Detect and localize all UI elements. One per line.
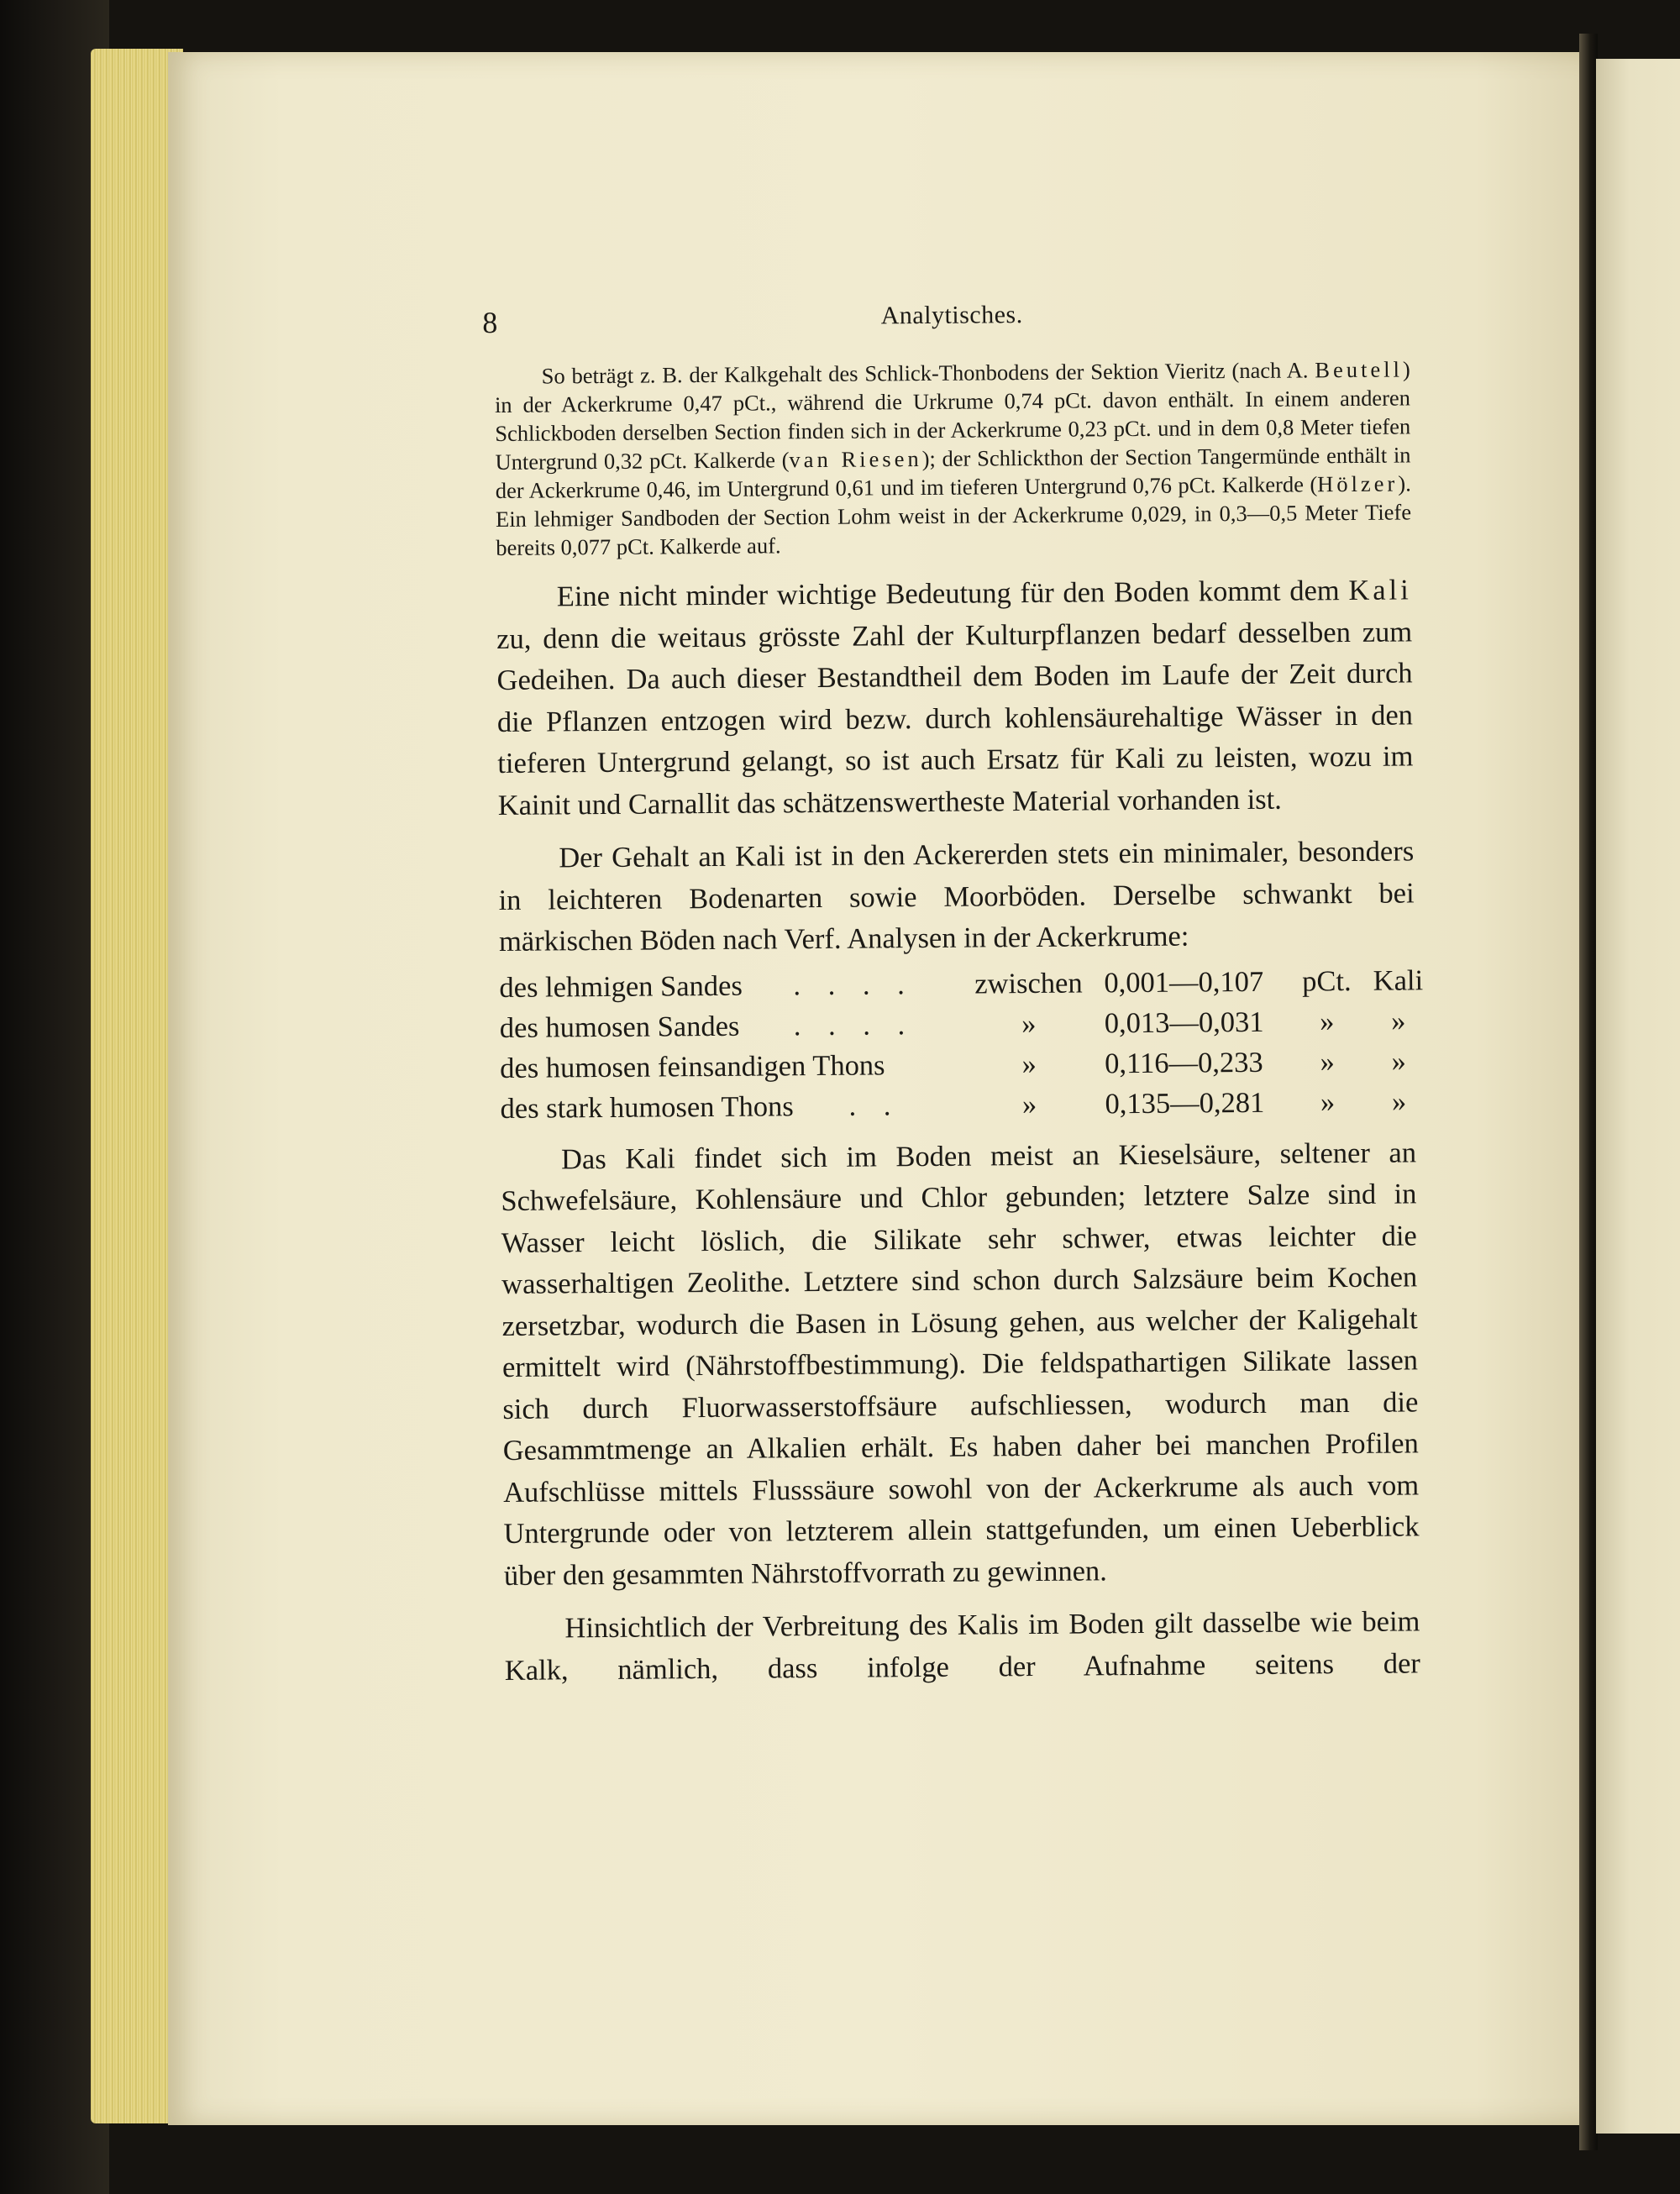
author-name: Beutell [1315, 356, 1404, 383]
soil-type: des lehmigen Sandes [499, 969, 743, 1004]
soil-type: des stark humosen Thons [500, 1089, 794, 1125]
text-run: ); der Schlickthon der Section Tangermünde enthält in der Ackerkrume 0,46, im Untergrund 0,61 und im tieferen Untergrund 0,76 pCt. Kalkerde ( [495, 442, 1411, 503]
value-range: 0,116—0,233 [1105, 1046, 1263, 1079]
text-run: So beträgt z. B. der Kalkgehalt des Schlick-Thonbodens der Sektion Vieritz [541, 358, 1226, 389]
relation: » [1021, 1047, 1037, 1080]
value-range: 0,001—0,107 [1104, 965, 1264, 999]
leader-dots: . . . . [793, 1008, 916, 1042]
text-run: Eine nicht minder wichtige Bedeutung für den Boden kommt dem [556, 575, 1349, 613]
unit: pCt. [1302, 964, 1352, 997]
text-run: ). Ein lehmiger Sandboden der Section Lohm weist in der Ackerkrume 0,029, in 0,3—0,5 Meter Tiefe bereits 0,077 pCt. Kalkerde auf. [495, 470, 1412, 560]
leader-dots: . . . . [793, 968, 915, 1001]
emphasized-term: Kali [1348, 574, 1412, 607]
paragraph-kalkgehalt [495, 354, 1412, 562]
running-title: Analytisches. [880, 301, 1023, 330]
kali-content-table [499, 959, 1424, 1128]
value-range: 0,135—0,281 [1105, 1086, 1265, 1120]
table-row [500, 1040, 1415, 1088]
table-row [500, 1080, 1415, 1128]
text-run: (nach A. [1231, 357, 1315, 384]
substance: » [1391, 1045, 1406, 1078]
unit: » [1320, 1045, 1335, 1078]
value-range: 0,013—0,031 [1104, 1005, 1264, 1039]
table-row [499, 959, 1424, 1007]
leader-dots: . . [848, 1089, 901, 1122]
paragraph-kali [496, 569, 1414, 827]
text-run: ) in der Ackerkrume 0,47 pCt., während die Urkrume 0,74 pCt. davon enthält. In einem anderen Schlickboden derselben Section finden sich in der Ackerkrume 0,23 pCt. und in dem 0,8 Meter tiefen Untergrund 0,32 pCt. Kalkerde ( [494, 356, 1411, 475]
relation: » [1021, 1088, 1037, 1121]
unit: » [1320, 1085, 1336, 1118]
paragraph-gehalt: Der Gehalt an Kali ist in den Ackererden stets ein minimaler, besonders in leichteren Bodenarten sowie Moorböden. Derselbe schwankt bei märkischen Böden nach Verf. Analysen in der Ackerkrume: [498, 835, 1415, 958]
soil-type: des humosen Sandes [499, 1010, 740, 1044]
substance: Kali [1373, 963, 1424, 997]
unit: » [1320, 1005, 1335, 1037]
text-run: zu, denn die weitaus grösste Zahl der Kulturpflanzen bedarf desselben zum Gedeihen. Da auch dieser Bestandtheil dem Boden im Laufe der Zeit durch die Pflanzen entzogen wird bezw. durch kohlensäurehaltige Wässer in den tieferen Untergrund gelangt, so ist auch Ersatz für Kali zu leisten, wozu im Kainit und Carnallit das schätzenswertheste Material vorhanden ist. [496, 615, 1414, 821]
paragraph-kieselsaeure: Das Kali findet sich im Boden meist an Kieselsäure, seltener an Schwefelsäure, Kohlensäure und Chlor gebunden; letztere Salze sind in Wasser leicht löslich, die Silikate sehr schwer, etwas leichter die wasserhaltigen Zeolithe. Letztere sind schon durch Salzsäure beim Kochen zersetzbar, wodurch die Basen in Lösung gehen, aus welcher der Kaligehalt ermittelt wird (Nährstoffbestimmung). Die feldspathartigen Silikate lassen sich durch Fluorwasserstoffsäure aufschliessen, wodurch man die Gesammtmenge an Alkalien erhält. Es haben daher bei manchen Profilen Aufschlüsse mittels Flusssäure sowohl von der Ackerkrume als auch vom Untergrunde oder von letzterem allein stattgefunden, um einen Ueberblick über den gesammten Nährstoffvorrath zu gewinnen. [501, 1136, 1420, 1592]
page-content [482, 291, 1424, 1692]
soil-type: des humosen feinsandigen Thons [500, 1048, 885, 1084]
substance: » [1391, 1084, 1407, 1118]
author-name: van Riesen [789, 446, 922, 473]
book-gutter [1579, 34, 1598, 2150]
page-number: 8 [482, 305, 498, 340]
table-row [500, 1000, 1415, 1047]
relation: zwischen [974, 967, 1083, 1000]
relation: » [1021, 1007, 1037, 1040]
facing-page-edge [1596, 59, 1680, 2134]
author-name: Hölzer [1317, 470, 1399, 497]
paragraph-verbreitung: Hinsichtlich der Verbreitung des Kalis im Boden gilt dasselbe wie beim Kalk, nämlich, dass infolge der Aufnahme seitens der [504, 1605, 1420, 1687]
substance: » [1391, 1005, 1406, 1037]
running-head [482, 291, 1410, 340]
